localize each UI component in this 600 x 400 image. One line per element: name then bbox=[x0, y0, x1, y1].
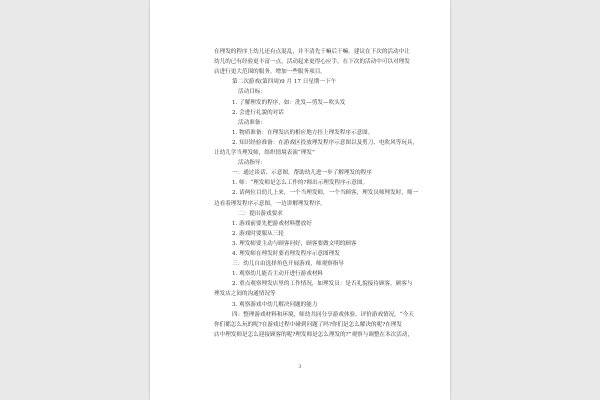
text-line: 活动指导： bbox=[238, 160, 266, 167]
text-line: 1. 观察幼儿能否主动开进行游戏材料 bbox=[232, 271, 324, 278]
text-line: 三：幼儿自由选择角色开展游戏，师观察指导 bbox=[232, 261, 344, 268]
text-line: 2. 会进行礼貌的对话 bbox=[232, 109, 284, 116]
text-line: 四：整理游戏材料和环境，师幼共同分享游戏体验、评价游戏情况。“今天 bbox=[232, 311, 414, 318]
text-line: 1. 了解理发的程序，如：洗发—剪发—吹头发 bbox=[232, 99, 346, 106]
text-line: 店进行更大范围的服务，增加一些服务项目。 bbox=[214, 69, 326, 76]
text-line: 边看着理发程序示意图，一边讲解理发程序。 bbox=[214, 200, 326, 207]
text-line: 第二次游戏(第四周)9 月 17 日星期一下午 bbox=[232, 79, 337, 86]
text-line: 2. 知识经验准备：在游戏区投放理发程序示意图以及剪刀、电吹风等玩具， bbox=[232, 139, 419, 146]
text-line: 店中理发师是怎么迎接顾客的呢?理发师是怎么理发的?”观察与调整在本次活动， bbox=[214, 331, 414, 338]
text-line: 让幼儿学当理发师，组织情境表演“理发” bbox=[214, 150, 315, 156]
text-line: 2. 重点观察理发店里的工作情况，如理发员：是否礼貌接待顾客，顾客与 bbox=[232, 281, 413, 288]
text-line: 3. 观察游戏中幼儿解决问题的能力 bbox=[232, 301, 318, 308]
text-line: 4. 理发师在理发时要看理发程序示意图理发 bbox=[232, 251, 340, 257]
page-number: 3 bbox=[298, 364, 302, 370]
text-line: 1. 游戏前要先把游戏材料摆放好 bbox=[232, 220, 312, 227]
text-line: 活动目标： bbox=[238, 89, 266, 96]
text-line: 二：提出游戏要求 bbox=[238, 210, 283, 217]
text-line: 在理发的程序上幼儿还有点混乱，并不清先干嘛后干嘛。建议在下次的活动中让 bbox=[214, 49, 410, 55]
text-line: 活动准备： bbox=[238, 119, 266, 126]
document-body bbox=[150, 0, 450, 400]
text-line: 理发店之间的沟通情况等 bbox=[214, 291, 276, 298]
text-line: 一：通过谈话、示意图，帮助幼儿进一步了解理发的程序 bbox=[232, 170, 372, 177]
text-line: 你们都怎么玩的呢?在游戏过程中碰到问题了吗?你们是怎么解决的呢?在理发 bbox=[214, 321, 402, 328]
document-page bbox=[150, 0, 450, 400]
text-line: 3. 理发师要主动与顾客问好，顾客要做文明的顾客 bbox=[232, 240, 357, 247]
text-line: 1. 物质准备：在理发店的相应地方挂上理发程序示意图。 bbox=[232, 129, 374, 136]
text-line: 1. 师：“理发师是怎么工作的?师出示理发程序示意图。 bbox=[232, 180, 369, 187]
text-line: 2. 游戏时要服从三轮 bbox=[232, 230, 284, 237]
text-line: 2. 请两位目幼儿上来，一个当理发师，一个当顾客，理发员师理发时，师一 bbox=[232, 190, 419, 197]
text-line: 幼儿的已有经验更丰富一点，活动起来更得心应手。在下次的活动中可以对理发 bbox=[214, 59, 410, 66]
